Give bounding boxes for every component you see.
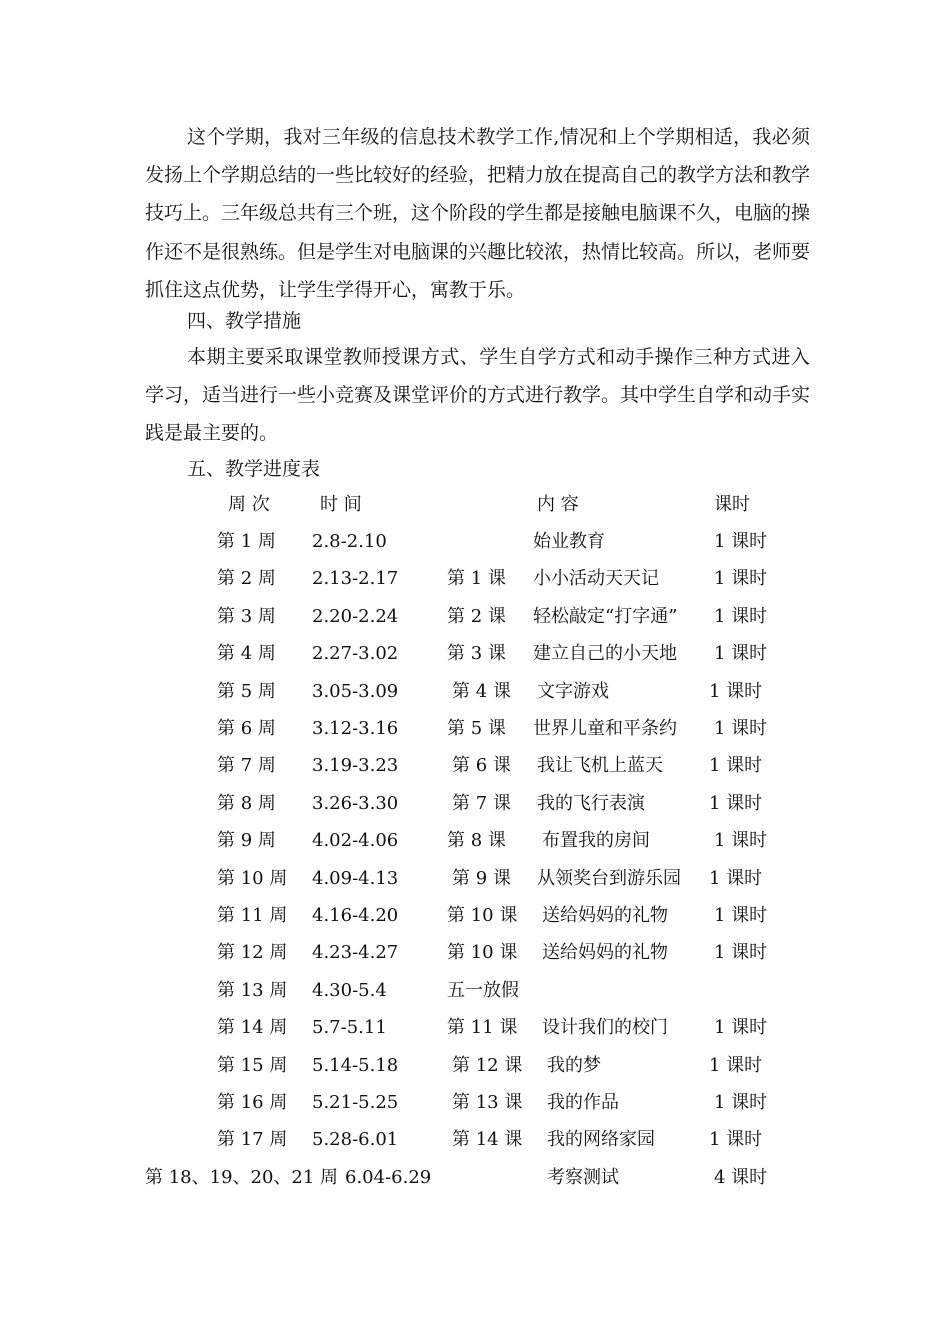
schedule-time-cell: 3.12-3.16 <box>312 718 399 739</box>
schedule-lesson-cell: 第 5 课 <box>447 718 506 739</box>
schedule-time-cell: 2.20-2.24 <box>312 605 399 627</box>
schedule-time-cell: 5.7-5.11 <box>312 1017 387 1039</box>
schedule-title-cell: 小小活动天天记 <box>533 568 659 590</box>
schedule-title-cell: 轻松敲定“打字通” <box>533 605 678 627</box>
schedule-lesson-cell: 五一放假 <box>447 979 519 1001</box>
schedule-hours-cell: 1 课时 <box>709 792 763 814</box>
schedule-lesson-cell: 第 12 课 <box>452 1054 523 1076</box>
schedule-hours-cell: 1 课时 <box>714 1017 768 1039</box>
schedule-lesson-cell: 第 3 课 <box>447 643 506 665</box>
schedule-time-cell: 2.8-2.10 <box>312 531 387 552</box>
schedule-hours-cell: 1 课时 <box>714 942 768 964</box>
schedule-week-cell: 第 18、19、20、21 周 <box>145 1166 339 1188</box>
schedule-lesson-cell: 第 6 课 <box>452 755 511 777</box>
schedule-title-cell: 文字游戏 <box>537 680 609 702</box>
schedule-hours-cell: 1 课时 <box>714 531 768 552</box>
schedule-hours-cell: 1 课时 <box>714 718 768 739</box>
schedule-time-cell: 4.23-4.27 <box>312 942 399 964</box>
schedule-week-cell: 第 8 周 <box>217 792 276 814</box>
schedule-hours-cell: 4 课时 <box>714 1166 768 1188</box>
schedule-lesson-cell: 第 10 课 <box>447 905 518 926</box>
schedule-week-cell: 第 10 周 <box>217 867 288 889</box>
schedule-time-cell: 5.21-5.25 <box>312 1092 399 1113</box>
schedule-week-cell: 第 15 周 <box>217 1054 288 1076</box>
schedule-time-cell: 3.19-3.23 <box>312 755 399 777</box>
schedule-week-cell: 第 6 周 <box>217 718 276 739</box>
schedule-week-cell: 第 12 周 <box>217 942 288 964</box>
schedule-lesson-cell: 第 10 课 <box>447 942 518 964</box>
schedule-lesson-cell: 第 8 课 <box>447 830 506 852</box>
schedule-week-cell: 第 16 周 <box>217 1092 288 1113</box>
schedule-week-cell: 第 9 周 <box>217 830 276 852</box>
schedule-title-cell: 世界儿童和平条约 <box>533 718 677 739</box>
schedule-time-cell: 5.14-5.18 <box>312 1054 399 1076</box>
schedule-lesson-cell: 第 11 课 <box>447 1017 518 1039</box>
schedule-title-cell: 布置我的房间 <box>542 830 650 852</box>
schedule-title-cell: 我的梦 <box>547 1054 601 1076</box>
schedule-lesson-cell: 第 1 课 <box>447 568 506 590</box>
schedule-time-cell: 6.04-6.29 <box>345 1166 432 1188</box>
schedule-week-cell: 第 13 周 <box>217 979 288 1001</box>
schedule-time-cell: 4.09-4.13 <box>312 867 399 889</box>
schedule-lesson-cell: 第 2 课 <box>447 605 506 627</box>
schedule-time-cell: 5.28-6.01 <box>312 1129 399 1151</box>
schedule-week-cell: 第 17 周 <box>217 1129 288 1151</box>
schedule-hours-cell: 1 课时 <box>714 605 768 627</box>
schedule-hours-cell: 1 课时 <box>709 1129 763 1151</box>
schedule-hours-cell: 1 课时 <box>714 830 768 852</box>
schedule-week-cell: 第 7 周 <box>217 755 276 777</box>
schedule-week-cell: 第 11 周 <box>217 905 288 926</box>
schedule-hours-cell: 1 课时 <box>709 867 763 889</box>
schedule-title-cell: 送给妈妈的礼物 <box>542 905 668 926</box>
schedule-time-cell: 2.13-2.17 <box>312 568 399 590</box>
schedule-title-cell: 建立自己的小天地 <box>533 643 677 665</box>
schedule-title-cell: 始业教育 <box>533 531 605 552</box>
schedule-title-cell: 我的作品 <box>547 1092 619 1113</box>
schedule-week-cell: 第 2 周 <box>217 568 276 590</box>
schedule-hours-cell: 1 课时 <box>709 755 763 777</box>
schedule-time-cell: 2.27-3.02 <box>312 643 399 665</box>
schedule-hours-cell: 1 课时 <box>709 1054 763 1076</box>
schedule-week-cell: 第 4 周 <box>217 643 276 665</box>
schedule-week-cell: 第 1 周 <box>217 531 276 552</box>
schedule-week-cell: 第 14 周 <box>217 1017 288 1039</box>
schedule-lesson-cell: 第 13 课 <box>452 1092 523 1113</box>
schedule-hours-cell: 1 课时 <box>714 568 768 590</box>
column-header-time: 时 间 <box>320 494 362 515</box>
schedule-time-cell: 4.30-5.4 <box>312 979 387 1001</box>
section-5-heading: 五、教学进度表 <box>187 458 321 480</box>
schedule-time-cell: 3.26-3.30 <box>312 792 399 814</box>
schedule-title-cell: 从领奖台到游乐园 <box>537 867 681 889</box>
section-4-paragraph: 本期主要采取课堂教师授课方式、学生自学方式和动手操作三种方式进入学习，适当进行一些小竞赛及课堂评价的方式进行教学。其中学生自学和动手实践是最主要的。 <box>145 346 811 445</box>
schedule-title-cell: 设计我们的校门 <box>542 1017 668 1039</box>
schedule-title-cell: 我的网络家园 <box>547 1129 655 1151</box>
schedule-title-cell: 送给妈妈的礼物 <box>542 942 668 964</box>
schedule-time-cell: 4.16-4.20 <box>312 905 399 926</box>
schedule-lesson-cell: 第 4 课 <box>452 680 511 702</box>
column-header-content: 内 容 <box>537 494 579 515</box>
schedule-time-cell: 4.02-4.06 <box>312 830 399 852</box>
column-header-hours: 课时 <box>714 494 750 515</box>
intro-paragraph: 这个学期，我对三年级的信息技术教学工作,情况和上个学期相适，我必须发扬上个学期总结的一些比较好的经验，把精力放在提高自己的教学方法和教学技巧上。三年级总共有三个班，这个阶段的学生都是接触电脑课不久，电脑的操作还不是很熟练。但是学生对电脑课的兴趣比较浓，热情比较高。所以，老师要抓住这点优势，让学生学得开心，寓教于乐。 <box>145 126 811 301</box>
schedule-time-cell: 3.05-3.09 <box>312 680 399 702</box>
column-header-week: 周 次 <box>228 494 270 515</box>
schedule-week-cell: 第 3 周 <box>217 605 276 627</box>
schedule-hours-cell: 1 课时 <box>714 905 768 926</box>
section-4-heading: 四、教学措施 <box>187 310 302 332</box>
schedule-lesson-cell: 第 14 课 <box>452 1129 523 1151</box>
schedule-hours-cell: 1 课时 <box>714 643 768 665</box>
schedule-title-cell: 我的飞行表演 <box>537 792 645 814</box>
schedule-title-cell: 我让飞机上蓝天 <box>537 755 663 777</box>
schedule-hours-cell: 1 课时 <box>714 1092 768 1113</box>
schedule-title-cell: 考察测试 <box>547 1166 619 1188</box>
schedule-lesson-cell: 第 7 课 <box>452 792 511 814</box>
schedule-hours-cell: 1 课时 <box>709 680 763 702</box>
schedule-lesson-cell: 第 9 课 <box>452 867 511 889</box>
schedule-week-cell: 第 5 周 <box>217 680 276 702</box>
